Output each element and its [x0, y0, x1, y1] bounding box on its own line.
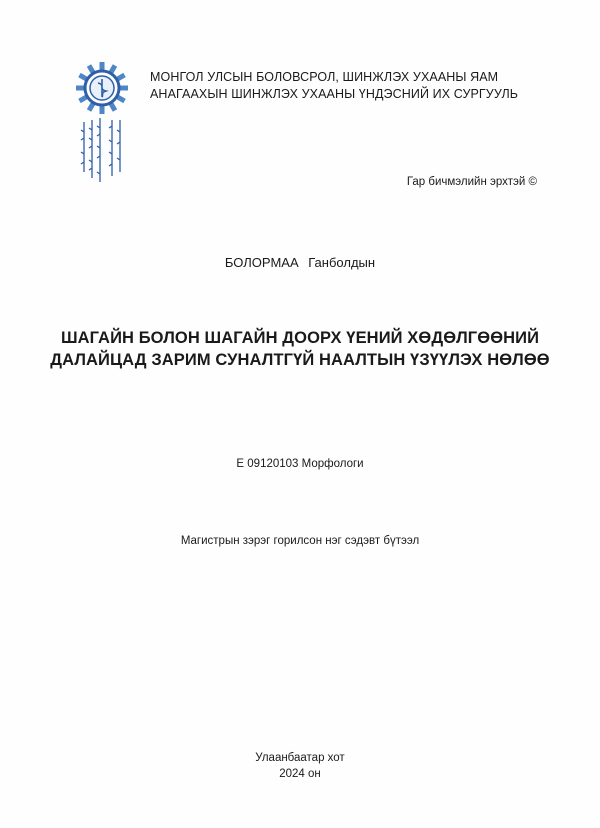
thesis-title-line-1: ШАГАЙН БОЛОН ШАГАЙН ДООРХ ҮЕНИЙ ХӨДӨЛГӨӨНИЙ [60, 329, 540, 347]
author-given-name: Ганболдын [308, 255, 376, 270]
author-surname: БОЛОРМАА [224, 255, 299, 270]
city: Улаанбаатар хот [255, 752, 345, 764]
specialty-code: E 09120103 Морфологи [236, 458, 364, 470]
thesis-title [30, 327, 570, 371]
degree-statement: Магистрын зэрэг горилсон нэг сэдэвт бүтээл [180, 535, 420, 547]
author-name [0, 255, 600, 270]
institution-header [150, 69, 518, 103]
university-name: АНАГААХЫН ШИНЖЛЭХ УХААНЫ ҮНДЭСНИЙ ИХ СУРГУУЛЬ [150, 87, 519, 101]
copyright-notice: Гар бичмэлийн эрхтэй © [406, 176, 537, 188]
place-and-year [0, 750, 600, 782]
year: 2024 он [279, 768, 321, 780]
thesis-title-line-2: ДАЛАЙЦАД ЗАРИМ СУНАЛТГҮЙ НААЛТЫН ҮЗҮҮЛЭХ НӨЛӨӨ [50, 351, 550, 369]
university-emblem-icon [72, 60, 132, 190]
ministry-name: МОНГОЛ УЛСЫН БОЛОВСРОЛ, ШИНЖЛЭХ УХААНЫ ЯАМ [150, 70, 499, 84]
